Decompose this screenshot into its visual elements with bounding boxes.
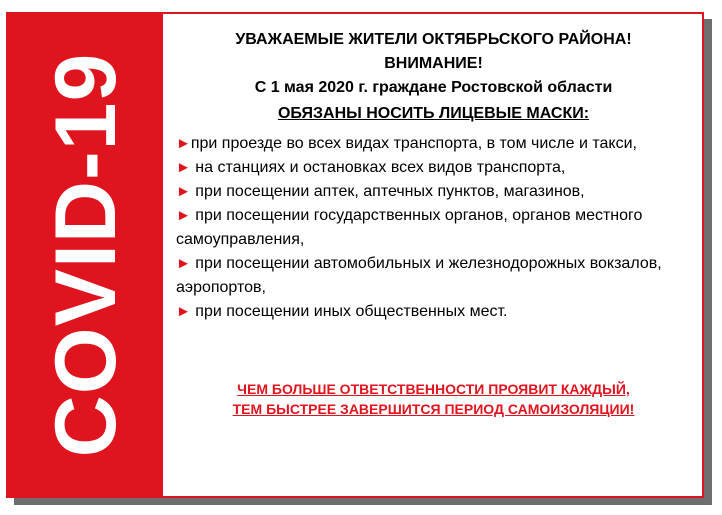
list-item-text: на станциях и остановках всех видов транспорта,: [190, 159, 566, 176]
list-item-text: при посещении государственных органов, органов местного самоуправления,: [176, 207, 643, 248]
heading-masks-required: ОБЯЗАНЫ НОСИТЬ ЛИЦЕВЫЕ МАСКИ:: [277, 105, 590, 122]
list-item-text: при посещении иных общественных мест.: [190, 303, 508, 320]
heading-residents: УВАЖАЕМЫЕ ЖИТЕЛИ ОКТЯБРЬСКОГО РАЙОНА!: [235, 31, 632, 48]
list-item: [176, 204, 686, 252]
list-item-text: при посещении аптек, аптечных пунктов, магазинов,: [190, 183, 585, 200]
requirements-list: [176, 132, 686, 324]
list-item: [176, 300, 686, 324]
list-item: [176, 132, 686, 156]
bullet-arrow-icon: ►: [176, 183, 191, 200]
heading-date: С 1 мая 2020 г. граждане Ростовской области: [254, 79, 613, 96]
notice-card: [6, 12, 704, 498]
bullet-arrow-icon: ►: [176, 303, 191, 320]
covid-side-label: COVID-19: [38, 52, 134, 458]
heading-attention: ВНИМАНИЕ!: [384, 55, 483, 72]
footer-self-isolation: ТЕМ БЫСТРЕЕ ЗАВЕРШИТСЯ ПЕРИОД САМОИЗОЛЯЦИИ!: [232, 401, 635, 417]
side-band: [8, 14, 163, 496]
bullet-arrow-icon: ►: [176, 159, 191, 176]
list-item: [176, 252, 686, 300]
list-item-text: при проезде во всех видах транспорта, в том числе и такси,: [190, 135, 637, 152]
list-item: [176, 156, 686, 180]
list-item-text: при посещении автомобильных и железнодорожных вокзалов, аэропортов,: [176, 255, 662, 296]
list-item: [176, 180, 686, 204]
bullet-arrow-icon: ►: [176, 207, 191, 224]
bullet-arrow-icon: ►: [176, 255, 191, 272]
bullet-arrow-icon: ►: [176, 135, 191, 152]
footer-responsibility: ЧЕМ БОЛЬШЕ ОТВЕТСТВЕННОСТИ ПРОЯВИТ КАЖДЫЙ,: [237, 381, 630, 397]
